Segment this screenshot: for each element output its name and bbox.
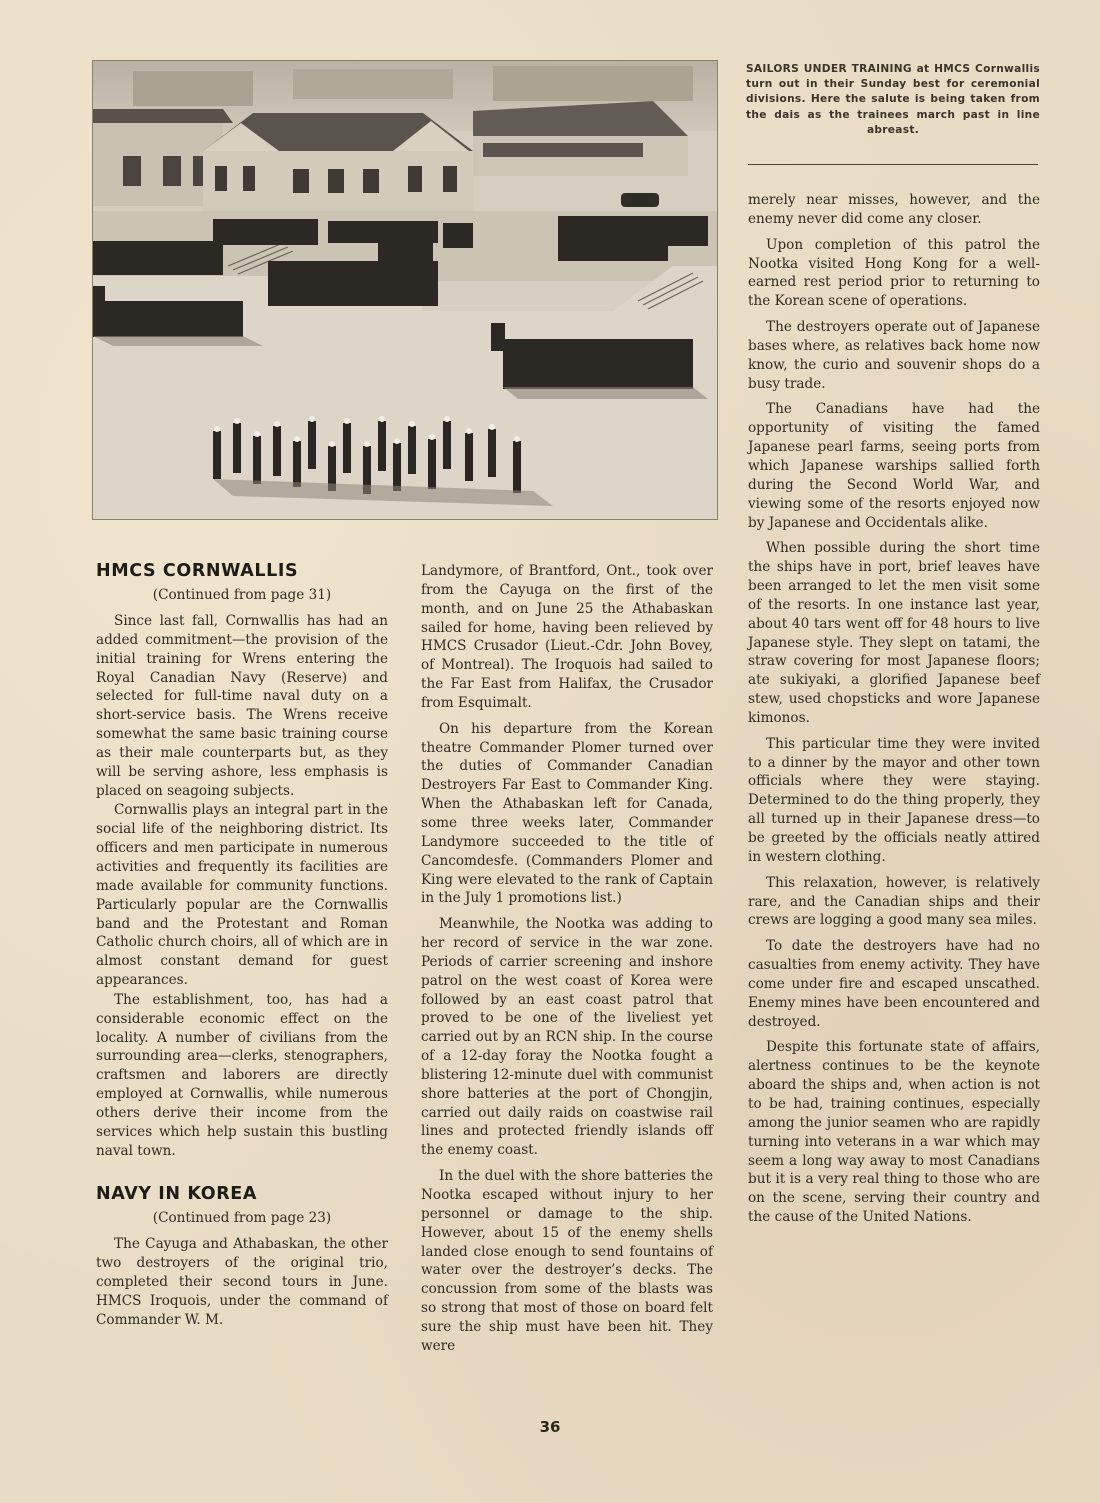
article-paragraph: Despite this fortunate state of affairs, alertness continues to be the keynote aboard the ships and, when action is not to be had, training continues, especially among the junior seamen who are rapidly turning into veterans in a war which may seem a long way away to most Canadians but it is a very real thing to those who are on the scene, serving their country and the cause of the United Nations. bbox=[748, 1039, 1040, 1226]
article-title-navy-in-korea: NAVY IN KOREA bbox=[96, 1184, 257, 1205]
article-title-cornwallis: HMCS CORNWALLIS bbox=[96, 561, 299, 581]
article-paragraph: This relaxation, however, is relatively rare, and the Canadian ships and their crews are logging a good many sea miles. bbox=[748, 874, 1040, 929]
article-paragraph: The Cayuga and Athabaskan, the other two destroyers of the original trio, completed their second tours in June. HMCS Iroquois, under the command of Commander W. M. bbox=[96, 1236, 388, 1328]
continued-note-korea: (Continued from page 23) bbox=[152, 1210, 332, 1227]
article-paragraph: merely near misses, however, and the enemy never did come any closer. bbox=[748, 192, 1040, 227]
parade-photo-illustration bbox=[93, 61, 717, 519]
article-paragraph: Upon completion of this patrol the Nootka visited Hong Kong for a well-earned rest period prior to returning to the Korean scene of operations. bbox=[748, 236, 1040, 310]
caption-divider bbox=[748, 164, 1038, 165]
article-paragraph: This particular time they were invited to a dinner by the mayor and other town officials where they were staying. Determined to do the thing properly, they all turned up in their Japanese dress—to be greeted by the officials neatly attired in western clothing. bbox=[748, 735, 1040, 865]
article-paragraph: The destroyers operate out of Japanese bases where, as relatives back home now know, the curio and souvenir shops do a busy trade. bbox=[748, 319, 1040, 392]
article-paragraph: On his departure from the Korean theatre Commander Plomer turned over the duties of Commander Canadian Destroyers Far East to Commander King. When the Athabaskan left for Canada, some three weeks later, Commander Landymore succeeded to the title of Cancomdesfe. (Commanders Plomer and King were elevated to the rank of Captain in the July 1 promotions list.) bbox=[421, 720, 713, 907]
article-paragraph: In the duel with the shore batteries the Nootka escaped without injury to her personnel or damage to the ship. However, about 15 of the enemy shells landed close enough to send fountains of water over the destroyer’s decks. The concussion from some of the blasts was so strong that most of those on board felt sure the ship must have been hit. They were bbox=[421, 1168, 713, 1354]
article-paragraph: When possible during the short time the ships have in port, brief leaves have been arranged to let the men visit some of the resorts. In one instance last year, about 40 tars went off for 48 hours to live Japanese style. They slept on tatami, the straw covering for most Japanese floors; ate sukiyaki, a glorified Japanese beef stew, used chopsticks and wore Japanese kimonos. bbox=[748, 540, 1040, 726]
article-paragraph: Landymore, of Brantford, Ont., took over from the Cayuga on the first of the month, and on June 25 the Athabaskan sailed for home, having been relieved by HMCS Crusador (Lieut.-Cdr. John Bovey, of Montreal). The Iroquois had sailed to the Far East from Halifax, the Crusador from Esquimalt. bbox=[421, 563, 713, 711]
parade-photo bbox=[92, 60, 718, 520]
section-spacer bbox=[96, 1161, 388, 1183]
article-paragraph: The establishment, too, has had a considerable economic effect on the locality. A number of civilians from the surrounding area—clerks, stenographers, craftsmen and laborers are directly employed at Cornwallis, while numerous others derive their income from the services which help sustain this bustling naval town. bbox=[96, 991, 388, 1159]
page-number: 36 bbox=[539, 1418, 561, 1436]
article-paragraph: Meanwhile, the Nootka was adding to her record of service in the war zone. Periods of carrier screening and inshore patrol on the west coast of Korea were followed by an east coast patrol that proved to be one of the liveliest yet carried out by an RCN ship. In the course of a 12-day foray the Nootka fought a blistering 12-minute duel with communist shore batteries at the port of Chongjin, carried out daily raids on coastwise rail lines and protected friendly islands off the enemy coast. bbox=[421, 916, 713, 1159]
article-paragraph: The Canadians have had the opportunity of visiting the famed Japanese pearl farms, seeing ports from which Japanese warships sallied forth during the Second World War, and viewing some of the resorts enjoyed now by Japanese and Occidentals alike. bbox=[748, 401, 1040, 531]
article-paragraph: Cornwallis plays an integral part in the social life of the neighboring district. Its officers and men participate in numerous activities and frequently its facilities are made available for community functions. Particularly popular are the Cornwallis band and the Protestant and Roman Catholic church choirs, all of which are in almost constant demand for guest appearances. bbox=[96, 802, 388, 989]
column-1 bbox=[96, 560, 388, 1337]
article-paragraph: To date the destroyers have had no casualties from enemy activity. They have come under fire and escaped unscathed. Enemy mines have been encountered and destroyed. bbox=[748, 938, 1040, 1030]
column-3 bbox=[748, 191, 1040, 1234]
article-paragraph: Since last fall, Cornwallis has had an added commitment—the provision of the initial training for Wrens entering the Royal Canadian Navy (Reserve) and selected for full-time naval duty on a short-service basis. The Wrens receive somewhat the same basic training course as their male counterparts but, as they will be serving ashore, less emphasis is placed on seagoing subjects. bbox=[96, 613, 388, 799]
photo-caption: SAILORS UNDER TRAINING at HMCS Cornwallis turn out in their Sunday best for ceremonial divisions. Here the salute is being taken from the dais as the trainees march past in line abreast. bbox=[746, 63, 1040, 136]
column-2 bbox=[421, 562, 713, 1363]
continued-note-cornwallis: (Continued from page 31) bbox=[152, 587, 332, 603]
